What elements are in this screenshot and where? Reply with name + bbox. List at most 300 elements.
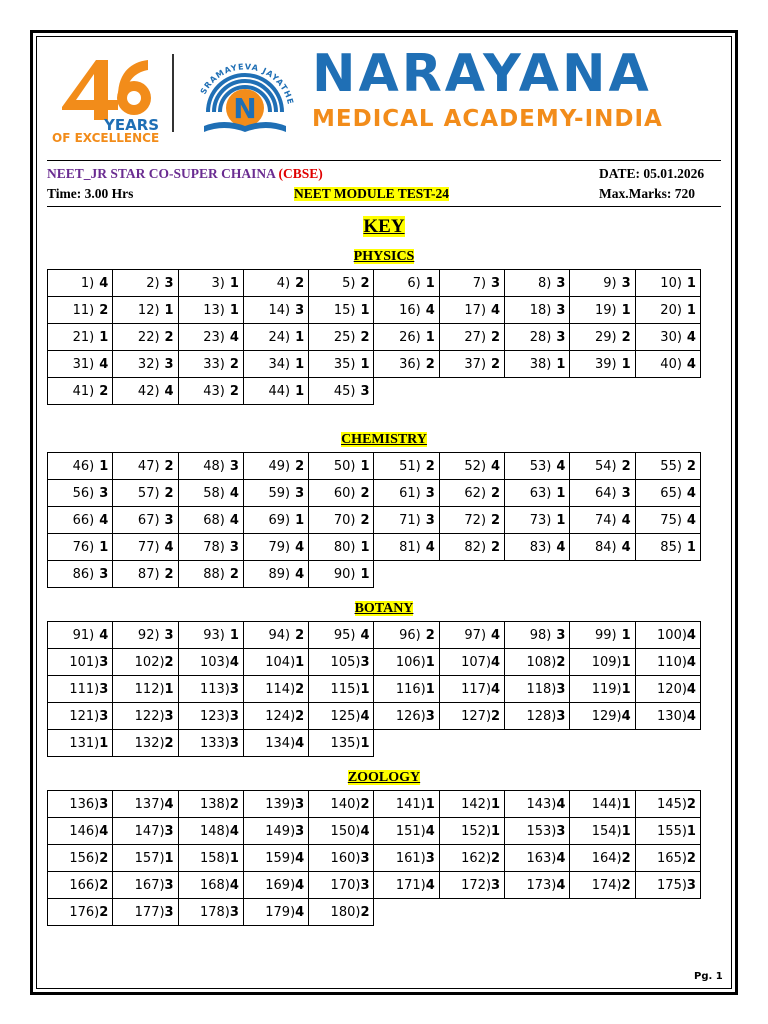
answer-cell [243,351,308,378]
answer-cell [309,351,374,378]
answer-cell [374,453,439,480]
answer-option: 1 [686,823,696,839]
answer-cell [439,872,504,899]
svg-text:YEARS: YEARS [104,116,160,134]
question-number: 80) [333,539,356,555]
empty-cell [635,730,700,757]
answer-option: 4 [360,823,370,839]
answer-option: 4 [491,681,501,697]
question-number: 13) [203,302,225,318]
course-name: NEET_JR STAR CO-SUPER CHAINA (CBSE) [47,166,323,181]
question-number: 118) [526,681,557,697]
answer-option: 3 [621,485,631,501]
answer-option: 4 [686,708,696,724]
answer-cell [178,676,243,703]
answer-cell [48,791,113,818]
question-number: 71) [399,512,421,528]
answer-cell [570,845,635,872]
question-number: 31) [72,356,95,372]
answer-option: 2 [164,329,174,345]
chemistry-answer-table [47,452,701,588]
answer-option: 1 [99,735,109,751]
answer-cell [439,622,504,649]
answer-option: 2 [360,512,370,528]
question-number: 15) [333,302,356,318]
answer-option: 2 [295,458,305,474]
answer-option: 1 [360,458,370,474]
answer-option: 4 [99,512,109,528]
answer-cell [505,534,570,561]
answer-cell [113,845,178,872]
question-number: 161) [395,850,426,866]
answer-option: 1 [621,356,631,372]
question-number: 11) [72,302,95,318]
answer-cell [48,622,113,649]
answer-cell [505,270,570,297]
answer-cell [243,297,308,324]
question-number: 5) [342,275,356,291]
question-number: 47) [137,458,160,474]
answer-option: 1 [491,796,501,812]
answer-cell [243,703,308,730]
answer-cell [635,453,700,480]
question-number: 24) [268,329,291,345]
answer-option: 3 [556,302,566,318]
answer-cell [635,507,700,534]
answer-option: 2 [491,356,501,372]
question-number: 84) [595,539,617,555]
question-number: 60) [333,485,356,501]
question-number: 90) [333,566,356,582]
answer-option: 2 [99,302,109,318]
answer-option: 1 [556,512,566,528]
answer-option: 1 [99,539,109,555]
svg-text:N: N [233,92,257,125]
answer-cell [48,872,113,899]
answer-option: 3 [556,708,566,724]
answer-option: 4 [621,708,631,724]
question-number: 176) [69,904,100,920]
question-number: 135) [330,735,361,751]
answer-cell [243,622,308,649]
answer-option: 1 [360,566,370,582]
answer-cell [178,507,243,534]
answer-option: 2 [425,356,435,372]
question-number: 139) [265,796,296,812]
answer-cell [309,872,374,899]
answer-option: 3 [360,877,370,893]
answer-option: 2 [491,485,501,501]
answer-cell [570,872,635,899]
answer-cell [635,791,700,818]
answer-option: 3 [164,512,174,528]
answer-option: 3 [425,512,435,528]
answer-option: 2 [295,708,305,724]
answer-cell [439,297,504,324]
answer-row [48,818,701,845]
question-number: 108) [526,654,557,670]
answer-option: 2 [425,627,435,643]
answer-option: 2 [621,877,631,893]
answer-cell [570,453,635,480]
question-number: 95) [333,627,356,643]
answer-option: 4 [229,823,239,839]
answer-cell [439,507,504,534]
question-number: 138) [199,796,230,812]
answer-row [48,351,701,378]
empty-cell [570,378,635,405]
question-number: 52) [464,458,487,474]
answer-cell [178,730,243,757]
question-number: 44) [268,383,291,399]
answer-option: 4 [164,796,174,812]
question-number: 55) [660,458,682,474]
answer-cell [309,453,374,480]
answer-cell [635,534,700,561]
answer-cell [309,676,374,703]
answer-cell [113,453,178,480]
answer-option: 4 [99,356,109,372]
question-number: 104) [265,654,296,670]
answer-option: 4 [360,708,370,724]
answer-row [48,899,701,926]
empty-cell [505,378,570,405]
answer-cell [178,561,243,588]
answer-cell [113,324,178,351]
answer-cell [309,622,374,649]
answer-cell [635,622,700,649]
answer-option: 1 [686,275,696,291]
question-number: 45) [333,383,356,399]
answer-option: 2 [164,735,174,751]
answer-option: 2 [686,796,696,812]
answer-option: 4 [425,539,435,555]
answer-option: 2 [491,512,501,528]
question-number: 16) [399,302,421,318]
question-number: 78) [203,539,225,555]
answer-option: 2 [621,329,631,345]
question-number: 30) [660,329,682,345]
question-number: 93) [203,627,225,643]
empty-cell [439,561,504,588]
answer-option: 1 [360,356,370,372]
answer-option: 4 [229,329,239,345]
answer-option: 4 [164,539,174,555]
answer-option: 2 [621,850,631,866]
question-number: 19) [595,302,617,318]
answer-option: 2 [164,485,174,501]
answer-option: 4 [425,877,435,893]
answer-cell [439,649,504,676]
brand-title: NARAYANA [312,44,652,104]
question-number: 120) [657,681,687,697]
exam-date: DATE: 05.01.2026 [599,166,705,181]
svg-text:OF EXCELLENCE: OF EXCELLENCE [52,131,160,142]
question-number: 20) [660,302,682,318]
answer-cell [505,676,570,703]
answer-cell [309,270,374,297]
question-number: 155) [657,823,687,839]
empty-cell [439,730,504,757]
empty-cell [635,899,700,926]
answer-option: 3 [295,823,305,839]
answer-option: 4 [686,627,696,643]
answer-option: 3 [164,627,174,643]
question-number: 111) [69,681,100,697]
answer-option: 3 [556,627,566,643]
answer-cell [505,324,570,351]
question-number: 100) [657,627,687,643]
answer-cell [439,351,504,378]
question-number: 178) [199,904,230,920]
answer-cell [635,324,700,351]
answer-option: 1 [99,329,109,345]
answer-option: 4 [99,823,109,839]
answer-cell [439,818,504,845]
answer-cell [113,561,178,588]
answer-cell [178,872,243,899]
answer-option: 1 [360,681,370,697]
answer-row [48,534,701,561]
answer-option: 2 [99,877,109,893]
answer-cell [243,730,308,757]
question-number: 8) [537,275,552,291]
answer-option: 4 [556,796,566,812]
answer-cell [113,622,178,649]
question-number: 69) [268,512,291,528]
answer-row [48,730,701,757]
answer-option: 1 [229,275,239,291]
answer-cell [178,818,243,845]
answer-option: 1 [686,302,696,318]
answer-option: 1 [164,850,174,866]
answer-option: 2 [360,904,370,920]
question-number: 53) [529,458,552,474]
answer-option: 2 [686,850,696,866]
question-number: 130) [657,708,687,724]
answer-option: 2 [360,329,370,345]
answer-option: 2 [556,654,566,670]
question-number: 23) [203,329,225,345]
answer-option: 1 [621,302,631,318]
answer-cell [48,270,113,297]
answer-cell [309,791,374,818]
answer-cell [243,845,308,872]
question-number: 92) [137,627,160,643]
question-number: 58) [203,485,225,501]
question-number: 67) [137,512,160,528]
answer-cell [48,845,113,872]
answer-option: 1 [556,485,566,501]
answer-option: 2 [621,458,631,474]
empty-cell [374,899,439,926]
question-number: 66) [72,512,95,528]
answer-cell [48,297,113,324]
question-number: 1) [80,275,95,291]
answer-option: 3 [229,539,239,555]
question-number: 34) [268,356,291,372]
question-number: 79) [268,539,291,555]
answer-option: 4 [99,627,109,643]
answer-cell [635,649,700,676]
question-number: 123) [199,708,230,724]
answer-cell [178,703,243,730]
question-number: 162) [461,850,492,866]
question-number: 36) [399,356,421,372]
answer-option: 2 [295,627,305,643]
answer-option: 1 [164,681,174,697]
answer-option: 3 [556,823,566,839]
answer-cell [570,297,635,324]
question-number: 46) [72,458,95,474]
answer-cell [178,622,243,649]
empty-cell [505,561,570,588]
answer-option: 4 [556,850,566,866]
question-number: 77) [137,539,160,555]
answer-option: 2 [164,458,174,474]
question-number: 86) [72,566,95,582]
answer-option: 4 [229,485,239,501]
answer-option: 1 [295,383,305,399]
answer-cell [243,899,308,926]
question-number: 152) [461,823,492,839]
answer-option: 1 [621,627,631,643]
answer-cell [635,480,700,507]
answer-option: 3 [425,850,435,866]
question-number: 114) [265,681,296,697]
answer-row [48,622,701,649]
answer-option: 1 [621,681,631,697]
answer-cell [309,480,374,507]
answer-cell [48,899,113,926]
answer-cell [374,649,439,676]
question-number: 59) [268,485,291,501]
answer-option: 3 [295,796,305,812]
answer-cell [48,703,113,730]
answer-cell [439,324,504,351]
answer-option: 1 [425,681,435,697]
answer-cell [178,297,243,324]
empty-cell [374,378,439,405]
question-number: 127) [461,708,492,724]
question-number: 98) [529,627,552,643]
answer-option: 4 [360,627,370,643]
answer-option: 2 [99,904,109,920]
info-rule [47,206,721,207]
answer-cell [178,791,243,818]
answer-option: 3 [556,275,566,291]
letterhead [40,42,728,150]
answer-cell [309,534,374,561]
answer-cell [48,480,113,507]
answer-cell [48,534,113,561]
answer-cell [635,845,700,872]
answer-option: 4 [556,539,566,555]
question-number: 32) [137,356,160,372]
question-number: 124) [265,708,296,724]
answer-option: 4 [556,877,566,893]
question-number: 172) [461,877,492,893]
answer-option: 3 [164,708,174,724]
answer-option: 4 [229,877,239,893]
answer-option: 1 [425,329,435,345]
question-number: 68) [203,512,225,528]
answer-option: 3 [99,681,109,697]
answer-cell [505,703,570,730]
answer-option: 1 [295,512,305,528]
answer-option: 1 [686,539,696,555]
answer-cell [178,324,243,351]
empty-cell [439,899,504,926]
question-number: 122) [134,708,165,724]
answer-cell [505,351,570,378]
answer-cell [113,507,178,534]
answer-row [48,297,701,324]
answer-option: 2 [295,275,305,291]
answer-option: 1 [360,539,370,555]
question-number: 141) [395,796,426,812]
question-number: 112) [134,681,165,697]
section-title-chemistry: CHEMISTRY [341,432,427,447]
question-number: 22) [137,329,160,345]
question-number: 88) [203,566,225,582]
answer-row [48,324,701,351]
answer-option: 3 [164,877,174,893]
answer-cell [243,676,308,703]
question-number: 18) [529,302,552,318]
answer-cell [505,791,570,818]
question-number: 165) [657,850,687,866]
question-number: 101) [69,654,100,670]
question-number: 91) [72,627,95,643]
answer-option: 4 [491,654,501,670]
answer-cell [178,534,243,561]
answer-option: 4 [229,654,239,670]
answer-option: 3 [425,708,435,724]
answer-cell [635,297,700,324]
question-number: 9) [603,275,617,291]
answer-row [48,676,701,703]
answer-option: 3 [99,654,109,670]
answer-cell [243,378,308,405]
answer-cell [243,791,308,818]
question-number: 37) [464,356,487,372]
answer-cell [113,270,178,297]
answer-option: 2 [229,356,239,372]
answer-cell [309,561,374,588]
answer-option: 1 [621,796,631,812]
question-number: 50) [333,458,356,474]
question-number: 177) [134,904,165,920]
answer-cell [570,270,635,297]
answer-cell [309,378,374,405]
answer-option: 3 [229,735,239,751]
answer-option: 2 [360,485,370,501]
question-number: 4) [276,275,291,291]
question-number: 157) [134,850,165,866]
answer-option: 3 [295,485,305,501]
answer-cell [570,791,635,818]
question-number: 166) [69,877,100,893]
question-number: 76) [72,539,95,555]
question-number: 61) [399,485,421,501]
question-number: 125) [330,708,361,724]
question-number: 119) [591,681,622,697]
answer-cell [309,649,374,676]
answer-cell [570,649,635,676]
answer-cell [178,351,243,378]
question-number: 168) [199,877,230,893]
